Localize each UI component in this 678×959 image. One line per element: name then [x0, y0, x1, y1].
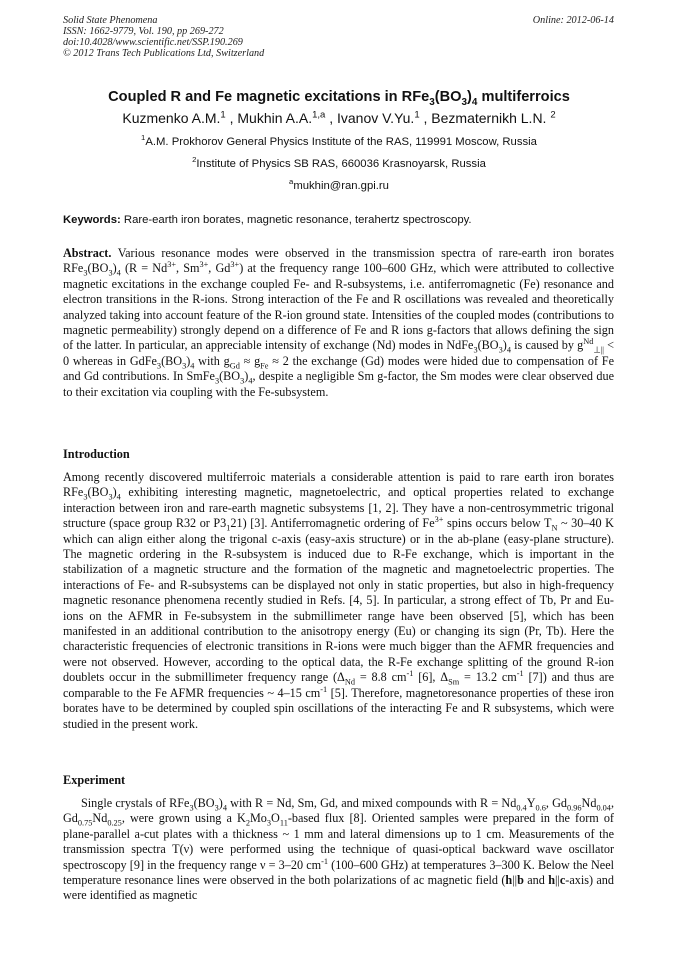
affiliation: $^1$A.M. Prokhorov General Physics Institute of the RAS, 119991 Moscow, Russia [141, 133, 537, 148]
author-name: Mukhin A.A. [237, 110, 313, 126]
journal-header [63, 15, 264, 59]
journal-issn: ISSN: 1662-9779, Vol. 190, pp 269-272 [63, 26, 224, 37]
journal-name: Solid State Phenomena [63, 15, 158, 26]
section-heading-introduction: Introduction [63, 447, 130, 461]
experiment-text: Single crystals of $RFe_3(BO_3)_4$ with R = Nd, Sm, Gd, and mixed compounds with $R = Nd_{0.4}Y_{0.6}$, $Gd_{0.96}Nd_{0.04}$, $Gd_{0.75}Nd_{0.25}$, were grown using a $K_2Mo_3O_{11}$-based flux [8]. Oriented samples were prepared in the form of plane-parallel a-cut plates with a thickness ~ 1 mm and lateral dimensions up to 1 cm. Measurements of the transmission spectra T(ν) were performed using the technique of quasi-optical backward wave oscillator spectroscopy [9] in the frequency range ν = 3–20 $cm^{-1}$ (100–600 GHz) at temperatures 3–300 K. Below the Neel temperature resonance lines were observed in the both polarizations of ac magnetic field (h||b and h||c-axis) and were identified as magnetic [63, 796, 614, 903]
online-date: Online: 2012-06-14 [532, 15, 614, 26]
section-heading-experiment: Experiment [63, 773, 126, 787]
paper-title: Coupled R and Fe magnetic excitations in $RFe_3(BO_3)_4$ multiferroics [108, 89, 570, 108]
affiliation: $^2$Institute of Physics SB RAS, 660036 Krasnoyarsk, Russia [192, 155, 486, 170]
author-name: Kuzmenko A.M. [122, 110, 221, 126]
author-name: Ivanov V.Yu. [336, 110, 415, 126]
journal-copyright: © 2012 Trans Tech Publications Ltd, Switzerland [63, 48, 265, 59]
author-list: Kuzmenko A.M.$^1$ , Mukhin A.A.$^{1,a}$ , Ivanov V.Yu.$^1$ , Bezmaternikh L.N. $^2$ [122, 109, 556, 126]
introduction-text: Among recently discovered multiferroic materials a considerable attention is paid to rare earth iron borates $RFe_3(BO_3)_4$ exhibiting interesting magnetic, magnetoelectric, and optical properties related to exchange interaction between iron and rare-earth magnetic subsystems [1, 2]. They have a non-centrosymmetric trigonal structure (space group R32 or $P3_121$) [3]. Antiferromagnetic ordering of $Fe^{3+}$ spins occurs below $T_N$ ~ 30–40 K which can align either along the trigonal c-axis (easy-axis structure) or in the ab-plane (easy-plane structure). The magnetic ordering in the R-subsystem is induced due to R-Fe exchange, which is important in the stabilization of a magnetic structure and the formation of the magnetic and magnetoelectric properties. The interactions of Fe- and R-subsystems can be displayed not only in static properties, but also in high-frequency magnetic resonance phenomena recently studied in Refs. [4, 5]. In particular, a strong effect of Tb, Pr and Eu-ions on the AFMR in Fe-subsystem in the submillimeter range have been observed [5], which has been manifested in an additional contribution to the anisotropy energy (Eu) or changing its sign (Pr, Tb). Here the characteristic frequencies of electronic transitions in R-ions were much bigger than the AFMR frequencies and were not observed. However, according to the optical data, the R-Fe exchange splitting of the ground R-ion doublets occur in the submillimeter frequency range ($\Delta_{Nd} = 8.8$ $cm^{-1}$ [6], $\Delta_{Sm} = 13.2$ $cm^{-1}$ [7]) and thus are comparable to the Fe AFMR frequencies ~ 4–15 $cm^{-1}$ [5]. Therefore, magnetoresonance properties of these iron borates have to be determined by coupled spin oscillations of the interacting Fe and R subsystems, which were studied in the present work. [63, 470, 615, 731]
author-name: Bezmaternikh L.N. [431, 110, 547, 126]
keywords: Keywords: Rare-earth iron borates, magnetic resonance, terahertz spectroscopy. [63, 214, 472, 226]
abstract-label: Abstract. [63, 246, 112, 260]
contact-email[interactable]: $^a$mukhin@ran.gpi.ru [289, 177, 389, 192]
journal-doi: doi:10.4028/www.scientific.net/SSP.190.269 [63, 37, 243, 48]
abstract: Abstract. Various resonance modes were observed in the transmission spectra of rare-earth iron borates $RFe_3(BO_3)_4$ ($R = Nd^{3+}$, $Sm^{3+}$, $Gd^{3+}$) at the frequency range 100–600 GHz, which were attributed to collective magnetic excitations in the exchange coupled Fe- and R-subsystems, i.e. antiferromagnetic (Fe) resonance and electron transitions in the R-ions. Strong interaction of the Fe and R oscillations was revealed and theoretically analyzed taking into account feature of the R-ion ground state. Intensities of the coupled modes (contributions to magnetic permeability) strongly depend on a difference of Fe and R ions g-factors that allows defining the sign of the latter. In particular, an appreciable intensity of exchange (Nd) modes in $NdFe_3(BO_3)_4$ is caused by $g^{Nd}_{\perp||} < 0$ whereas in $GdFe_3(BO_3)_4$ with $g_{Gd} \approx g_{Fe} \approx 2$ the exchange (Gd) modes were hided due to compensation of Fe and Gd contributions. In $SmFe_3(BO_3)_4$, despite a negligible Sm g-factor, the Sm modes were clear observed due to their excitation via coupling with the Fe-subsystem. [63, 246, 614, 399]
